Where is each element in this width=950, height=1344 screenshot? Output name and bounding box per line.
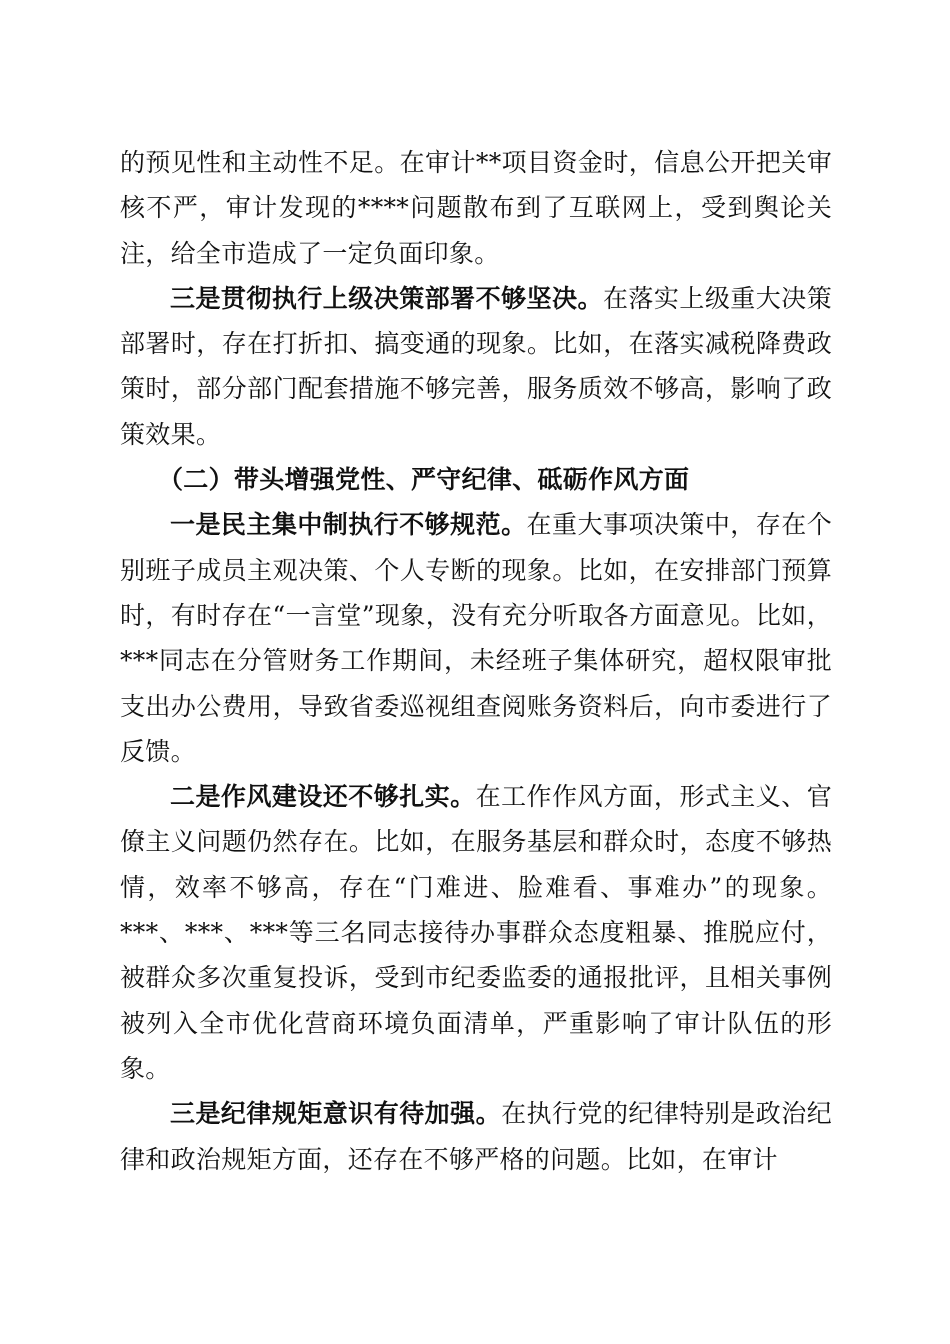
paragraph-text: 在重大事项决策中，存在个别班子成员主观决策、个人专断的现象。比如，在安排部门预算时，有时存在“一言堂”现象，没有充分听取各方面意见。比如，***同志在分管财务工作期间，未经班子集体研究，超权限审批支出办公费用，导致省委巡视组查阅账务资料后，向市委进行了反馈。 <box>120 510 832 766</box>
paragraph-lead: 一是民主集中制执行不够规范。 <box>170 510 527 540</box>
paragraph-continuation <box>120 140 832 276</box>
section-heading: （二）带头增强党性、严守纪律、砥砺作风方面 <box>158 465 690 495</box>
paragraph-lead: 二是作风建设还不够扎实。 <box>170 782 476 812</box>
paragraph-text: 在执行党的纪律特别是政治纪律和政治规矩方面，还存在不够严格的问题。比如，在审计 <box>120 1099 833 1174</box>
paragraph-policy-execution <box>120 276 832 457</box>
paragraph-work-style <box>120 774 832 1091</box>
paragraph-text: 在落实上级重大决策部署时，存在打折扣、搞变通的现象。比如，在落实减税降费政策时，部分部门配套措施不够完善，服务质效不够高，影响了政策效果。 <box>120 283 832 449</box>
paragraph-discipline <box>120 1091 832 1182</box>
paragraph-lead: 三是贯彻执行上级决策部署不够坚决。 <box>170 283 603 313</box>
paragraph-lead: 三是纪律规矩意识有待加强。 <box>170 1099 502 1129</box>
paragraph-democratic-centralism <box>120 502 832 774</box>
paragraph-text: 在工作作风方面，形式主义、官僚主义问题仍然存在。比如，在服务基层和群众时，态度不够热情，效率不够高，存在“门难进、脸难看、事难办”的现象。***、***、***等三名同志接待办事群众态度粗暴、推脱应付，被群众多次重复投诉，受到市纪委监委的通报批评，且相关事例被列入全市优化营商环境负面清单，严重影响了审计队伍的形象。 <box>120 782 833 1083</box>
document-body <box>120 140 832 1182</box>
paragraph-text: 的预见性和主动性不足。在审计**项目资金时，信息公开把关审核不严，审计发现的****问题散布到了互联网上，受到舆论关注，给全市造成了一定负面印象。 <box>120 148 832 268</box>
